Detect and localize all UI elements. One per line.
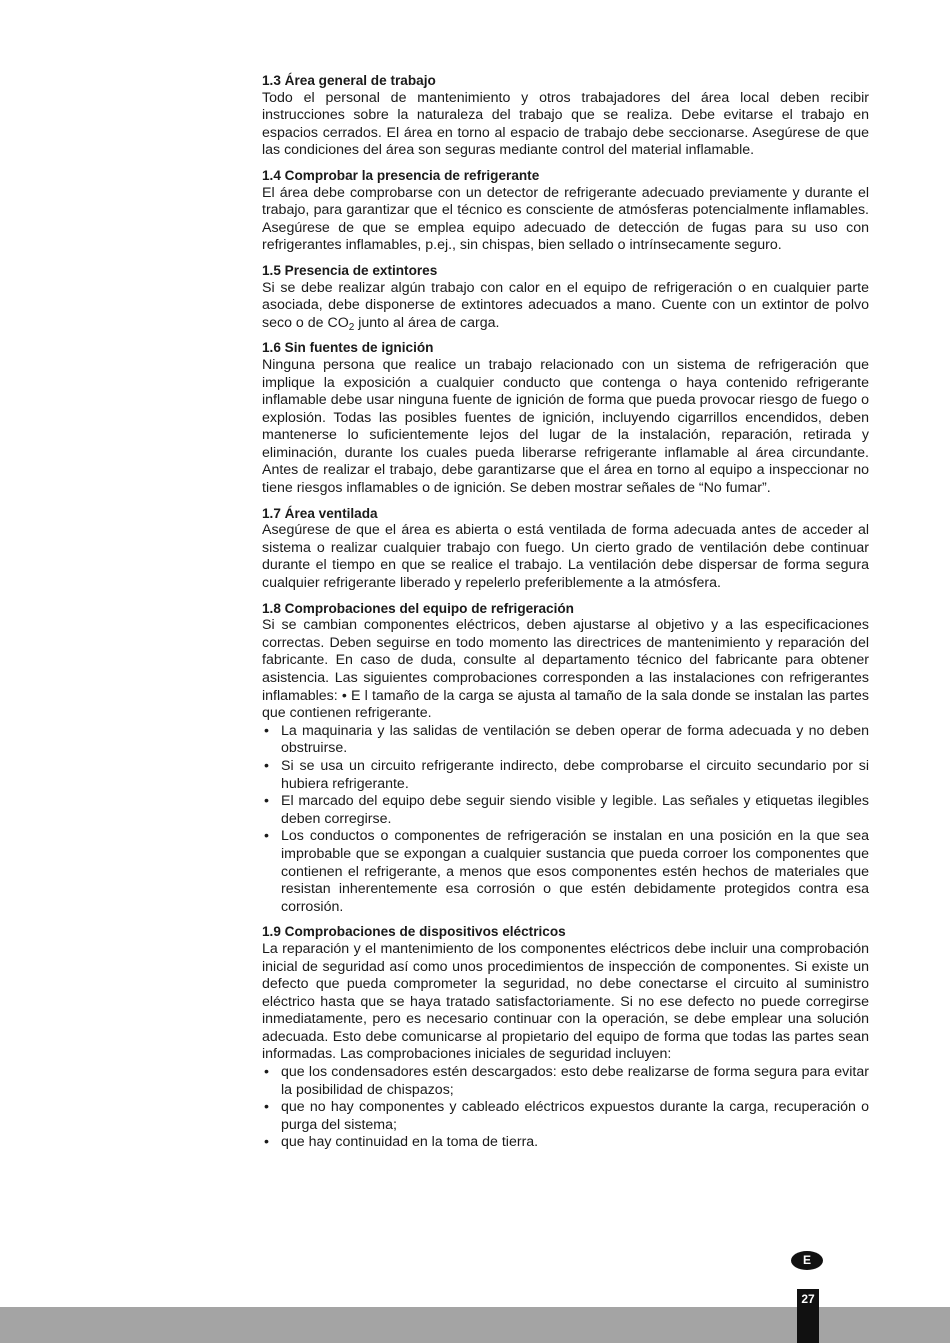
section-1-9 [262, 923, 869, 1152]
co2-subscript: 2 [348, 321, 355, 333]
section-heading: 1.3 Área general de trabajo [262, 73, 436, 88]
paragraph-text: junto al área de carga. [354, 314, 500, 331]
section-paragraph: Todo el personal de mantenimiento y otros trabajadores del área local deben recibir instrucciones sobre la naturaleza del trabajo que se realiza. Debe evitarse el trabajo en espacios cerrados. El área en torno al espacio de trabajo debe seccionarse. Asegúrese de que las condiciones del área son seguras mediante control del material inflamable. [262, 89, 869, 159]
language-badge: E [791, 1251, 823, 1270]
section-1-5 [262, 262, 869, 332]
bullet-list [262, 723, 869, 917]
section-heading: 1.7 Área ventilada [262, 505, 378, 521]
list-item: • Los conductos o componentes de refrigeración se instalan en una posición en la que sea improbable que se expongan a cualquier sustancia que pueda corroer los componentes que contienen el refrigerante, a menos que esos componentes estén hechos de materiales que resistan inherentemente esa corrosión o que estén debidamente protegidos contra esa corrosión. [262, 828, 869, 916]
list-item: • que los condensadores estén descargados: esto debe realizarse de forma segura para evitar la posibilidad de chispazos; [262, 1064, 869, 1099]
section-heading: 1.6 Sin fuentes de ignición [262, 340, 434, 356]
section-paragraph: La reparación y el mantenimiento de los componentes eléctricos debe incluir una comprobación inicial de seguridad así como unos procedimientos de inspección de componentes. Si existe un defecto que pueda comprometer la seguridad, no debe conectarse el circuito al suministro eléctrico hasta que se haya tratado satisfactoriamente. Si no ese defecto no puede corregirse inmediatamente, pero es necesario continuar con la operación, se debe emplear una solución adecuada. Esto debe comunicarse al propietario del equipo de forma que todas las partes sean informadas. Las comprobaciones iniciales de seguridad incluyen: [262, 940, 869, 1063]
list-item: • que no hay componentes y cableado eléctricos expuestos durante la carga, recuperación o purga del sistema; [262, 1099, 869, 1134]
section-paragraph: El área debe comprobarse con un detector de refrigerante adecuado previamente y durante el trabajo, para garantizar que el técnico es consciente de atmósferas potencialmente inflamables. Asegúrese de que se emplea equipo adecuado de detección de fugas para su uso con refrigerantes inflamables, p.ej., sin chispas, bien sellado o intrínsecamente seguro. [262, 184, 869, 254]
section-heading: 1.8 Comprobaciones del equipo de refrigeración [262, 600, 574, 616]
paragraph-text: Si se debe realizar algún trabajo con calor en el equipo de refrigeración o en cualquier parte asociada, debe disponerse de extintores adecuados a mano. Cuente con un extintor de polvo seco o de CO [262, 279, 869, 331]
list-item: • que hay continuidad en la toma de tierra. [262, 1134, 869, 1152]
section-heading: 1.9 Comprobaciones de dispositivos eléctricos [262, 924, 566, 940]
section-1-7 [262, 505, 869, 593]
section-heading: 1.4 Comprobar la presencia de refrigerante [262, 167, 540, 183]
section-paragraph [262, 280, 869, 333]
section-1-4 [262, 167, 869, 255]
list-item: • Si se usa un circuito refrigerante indirecto, debe comprobarse el circuito secundario por si hubiera refrigerante. [262, 758, 869, 793]
section-paragraph: Asegúrese de que el área es abierta o está ventilada de forma adecuada antes de acceder al sistema o realizar cualquier trabajo con fuego. Un cierto grado de ventilación debe continuar durante el tiempo en que se realice el trabajo. La ventilación debe dispersar de forma segura cualquier refrigerante liberado y repelerlo preferiblemente a la atmósfera. [262, 522, 869, 592]
section-1-8 [262, 600, 869, 917]
section-paragraph: Si se cambian componentes eléctricos, deben ajustarse al objetivo y a las especificaciones correctas. Deben seguirse en todo momento las directrices de mantenimiento y reparación del fabricante. En caso de duda, consulte al departamento técnico del fabricante para obtener asistencia. Las siguientes comprobaciones corresponden a las instalaciones con refrigerantes inflamables: • E l tamaño de la carga se ajusta al tamaño de la sala donde se instalan las partes que contienen refrigerante. [262, 617, 869, 722]
section-heading: 1.5 Presencia de extintores [262, 262, 438, 278]
list-item: • El marcado del equipo debe seguir siendo visible y legible. Las señales y etiquetas ilegibles deben corregirse. [262, 793, 869, 828]
page-number: 27 [797, 1289, 819, 1343]
section-paragraph: Ninguna persona que realice un trabajo relacionado con un sistema de refrigeración que implique la exposición a cualquier conducto que contenga o haya contenido refrigerante inflamable debe usar ninguna fuente de ignición de forma que pueda provocar riesgo de fuego o explosión. Todas las posibles fuentes de ignición, incluyendo cigarrillos encendidos, deben mantenerse lo suficientemente lejos del lugar de la instalación, reparación, retirada y eliminación, durante los cuales pueda liberarse refrigerante inflamable al área circundante. Antes de realizar el trabajo, debe garantizarse que el área en torno al equipo a inspeccionar no tiene riesgos inflamables o de ignición. Se deben mostrar señales de “No fumar”. [262, 356, 869, 497]
bullet-list [262, 1064, 869, 1152]
list-item: • La maquinaria y las salidas de ventilación se deben operar de forma adecuada y no deben obstruirse. [262, 723, 869, 758]
document-body [262, 72, 869, 1159]
section-1-6 [262, 339, 869, 497]
section-1-3 [262, 72, 869, 160]
